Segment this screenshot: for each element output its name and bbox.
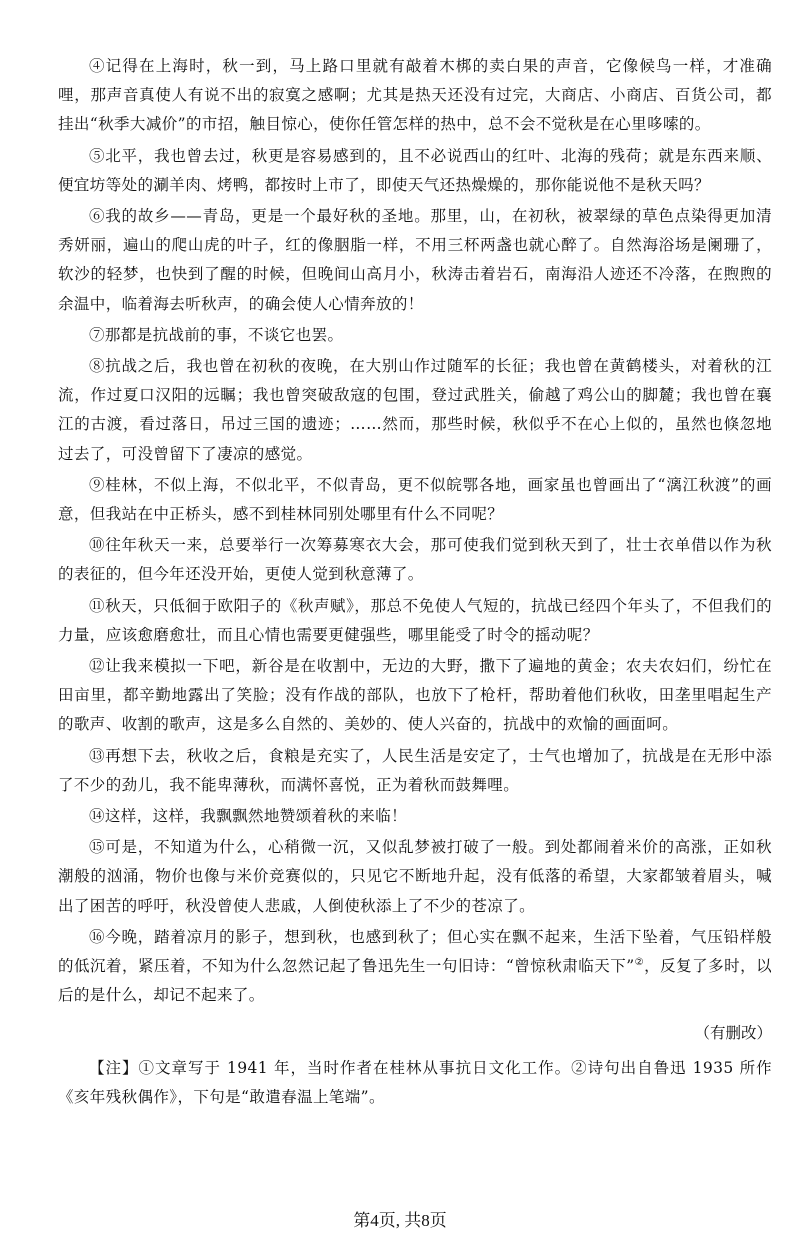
paragraph-5: ⑤北平，我也曾去过，秋更是容易感到的，且不必说西山的红叶、北海的残荷；就是东西来顺、便宜坊等处的涮羊肉、烤鸭，都按时上市了，即使天气还热燥燥的，那你能说他不是秋天吗？: [58, 146, 772, 194]
paragraph-9: ⑨桂林，不似上海，不似北平，不似青岛，更不似皖鄂各地，画家虽也曾画出了“漓江秋渡”的画意，但我站在中正桥头，感不到桂林同别处哪里有什么不同呢？: [58, 475, 772, 524]
paragraph-14: ⑭这样，这样，我飘飘然地赞颂着秋的来临！: [89, 807, 408, 826]
paragraph-13: ⑬再想下去，秋收之后，食粮是充实了，人民生活是安定了，士气也增加了，抗战是在无形中添了不少的劲儿，我不能卑薄秋，而满怀喜悦，正为着秋而鼓舞哩。: [58, 746, 772, 794]
footnote: 【注】①文章写于 1941 年，当时作者在桂林从事抗日文化工作。②诗句出自鲁迅 1935 所作《亥年残秋偶作》，下句是“敢遣春温上笔端”。: [58, 1058, 772, 1106]
paragraph-16-text-b: ，反复了多时，以后的是什么，却记不起来了。: [58, 957, 773, 1005]
page-number: 第4页, 共8页: [353, 1211, 447, 1230]
paragraph-4: ④记得在上海时，秋一到，马上路口里就有敲着木梆的卖白果的声音，它像候鸟一样，才准确哩，那声音真使人有说不出的寂寞之感啊；尤其是热天还没有过完，大商店、小商店、百货公司，都挂出“秋季大减价”的市招，触目惊心，使你任管怎样的热中，总不会不觉秋是在心里哆嗦的。: [58, 57, 772, 134]
paragraph-11: ⑪秋天，只低徊于欧阳子的《秋声赋》，那总不免使人气短的，抗战已经四个年头了，不但我们的力量，应该愈磨愈壮，而且心情也需要更健强些，哪里能受了时令的摇动呢？: [58, 596, 772, 644]
footnote-marker-2: ②: [634, 956, 645, 968]
paragraph-12: ⑫让我来模拟一下吧，新谷是在收割中，无边的大野，撒下了遍地的黄金；农夫农妇们，纷忙在田亩里，都辛勤地露出了笑脸；没有作战的部队，也放下了枪杆，帮助着他们秋收，田垄里唱起生产的歌声、收割的歌声，这是多么自然的、美妙的、使人兴奋的，抗战中的欢愉的画面呵。: [58, 657, 772, 734]
paragraph-8: ⑧抗战之后，我也曾在初秋的夜晚，在大别山作过随军的长征；我也曾在黄鹤楼头，对着秋的江流，作过夏口汉阳的远瞩；我也曾突破敌寇的包围，登过武胜关，偷越了鸡公山的脚麓；我也曾在襄江的古渡，看过落日，吊过三国的遗迹；……然而，那些时候，秋似乎不在心上似的，虽然也倏忽地过去了，可没曾留下了凄凉的感觉。: [58, 357, 772, 463]
article-body: [58, 52, 772, 1112]
paragraph-15: ⑮可是，不知道为什么，心稍微一沉，又似乱梦被打破了一般。到处都闹着米价的高涨，正如秋潮般的汹涌，物价也像与米价竞赛似的，只见它不断地升起，没有低落的希望，大家都皱着眉头，喊出了困苦的呼吁，秋没曾使人悲戚，人倒使秋添上了不少的苍凉了。: [58, 838, 772, 915]
paragraph-16-text-a: ⑯今晚，踏着凉月的影子，想到秋，也感到秋了；但心实在飘不起来，生活下坠着，气压铅样般的低沉着，紧压着，不知为什么忽然记起了鲁迅先生一句旧诗：“曾惊秋肃临天下”: [58, 927, 772, 976]
paragraph-6: ⑥我的故乡——青岛，更是一个最好秋的圣地。那里，山，在初秋，被翠绿的草色点染得更加清秀妍丽，遍山的爬山虎的叶子，红的像胭脂一样，不用三杯两盏也就心醉了。自然海浴场是阑珊了，软沙的轻梦，也快到了醒的时候，但晚间山高月小，秋涛击着岩石，南海沿人迹还不冷落，在煦煦的余温中，临着海去听秋声，的确会使人心情奔放的！: [58, 207, 772, 313]
paragraph-7: ⑦那都是抗战前的事，不谈它也罢。: [89, 325, 344, 344]
edited-note: （有删改）: [694, 1023, 772, 1042]
paragraph-10: ⑩往年秋天一来，总要举行一次筹募寒衣大会，那可使我们觉到秋天到了，壮士衣单借以作为秋的表征的，但今年还没开始，更使人觉到秋意薄了。: [58, 536, 772, 584]
paragraph-16: [58, 923, 772, 1011]
